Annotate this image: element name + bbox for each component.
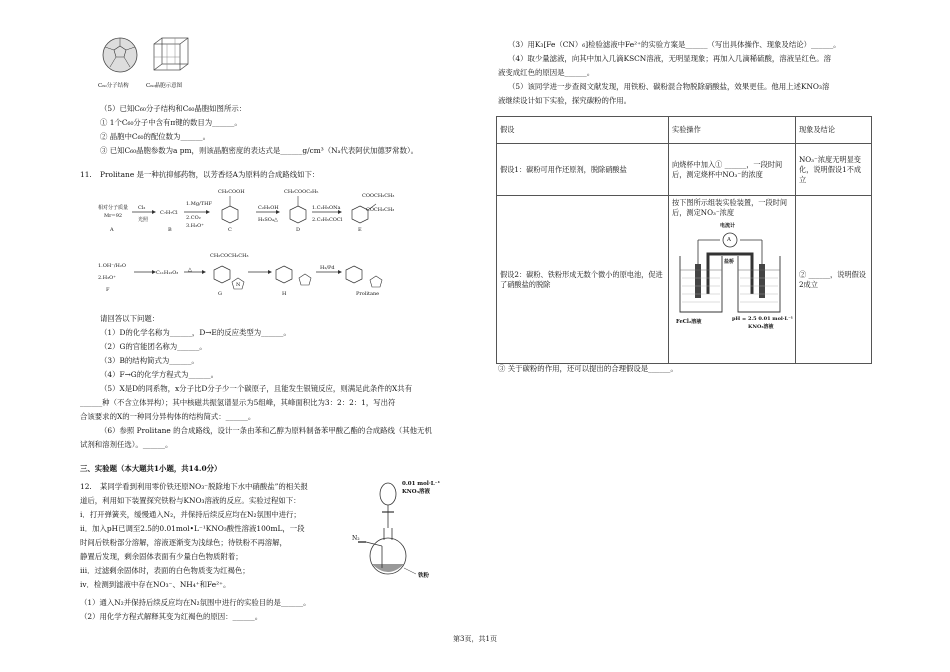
fig-bridge-label: 盐桥 bbox=[724, 259, 735, 265]
scheme-b-formula: C₇H₇Cl bbox=[160, 210, 178, 216]
fig-meter-label: 电流计 bbox=[720, 223, 736, 229]
apparatus-label-n2: N₂ bbox=[352, 535, 360, 542]
scheme-e-r2: 2.C₂H₅COCl bbox=[312, 217, 343, 223]
fig-meter-symbol: A bbox=[727, 237, 732, 243]
q12-line-4: ii．加入pH已调至2.5的0.01mol•L⁻¹KNO₃酸性溶液100mL，一段 bbox=[80, 524, 305, 533]
scheme-a-label: A bbox=[110, 227, 114, 233]
scheme-g-top: CH₂COCH₂CH₃ bbox=[210, 253, 249, 259]
q11-sub-5b: ______种（不含立体异构）；其中核磁共振氢谱显示为5组峰，其峰面积比为3：2：2：1，写出符 bbox=[80, 398, 396, 407]
q12-line-1: 某同学看到利用零价铁还原NO₃⁻脱除地下水中硝酸盐”的相关报 bbox=[100, 482, 308, 491]
q11-sub-3: （3）B的结构简式为______。 bbox=[100, 356, 199, 365]
scheme-a-mw: Mr=92 bbox=[104, 213, 123, 219]
scheme-c-top: CH₂COOH bbox=[218, 189, 245, 195]
q11-sub-4: （4）F→G的化学方程式为______。 bbox=[100, 370, 219, 379]
scheme-b-label: B bbox=[168, 227, 172, 233]
scheme-f-r1: 1.OH⁻/H₂O bbox=[98, 263, 127, 269]
q11-sub-5a: （5）X是D的同系物，x分子比D分子少一个碳原子，且能发生银镜反应，则满足此条件的X共有 bbox=[100, 384, 413, 393]
q11-ask: 请回答以下问题： bbox=[100, 314, 160, 323]
q11-stem: Prolitane 是一种抗抑郁药物，以芳香烃A为原料的合成路线如下： bbox=[100, 170, 320, 179]
scheme-e-r1: 1.C₂H₅ONa bbox=[312, 205, 341, 211]
q11-sub-1: （1）D的化学名称为______，D→E的反应类型为______。 bbox=[100, 328, 291, 337]
scheme-f-formula: C₁₁H₁₂O₃ bbox=[156, 270, 179, 276]
scheme-r3: 3.H₃O⁺ bbox=[186, 223, 204, 229]
row1-operation: 向烧杯中加入① ______，一段时间后，测定烧杯中NO₃⁻的浓度 bbox=[669, 144, 796, 196]
scheme-f-label: F bbox=[106, 287, 110, 293]
fig-right-solution-2: KNO₃溶液 bbox=[748, 324, 774, 330]
header-result: 现象及结论 bbox=[795, 117, 871, 144]
header-hypothesis: 假设 bbox=[497, 117, 669, 144]
q11-sub-6a: （6）参照 Prolitane 的合成路线，设计一条由苯和乙醇为原料制备苯甲酸乙酯的合成路线（其他无机 bbox=[100, 426, 432, 435]
scheme-cl2: Cl₂ bbox=[138, 205, 146, 211]
q11-sub-6b: 试剂和溶剂任选）。______。 bbox=[80, 440, 173, 449]
apparatus-label-fe: 铁粉 bbox=[418, 573, 430, 579]
c60-molecule-icon bbox=[103, 38, 137, 72]
scheme-heat-2: △ bbox=[188, 267, 192, 273]
scheme-final: Prolitane bbox=[356, 291, 380, 297]
cell-caption: C₆₀晶胞示意图 bbox=[146, 83, 183, 89]
flask-apparatus bbox=[352, 476, 460, 582]
scheme-d-label: D bbox=[296, 227, 301, 233]
q11-sub-2: （2）G的官能团名称为______。 bbox=[100, 342, 207, 351]
q5-item-2: ② 晶胞中C₆₀的配位数为______。 bbox=[100, 132, 211, 141]
c60-cell-icon bbox=[154, 38, 188, 70]
q11-sub-5c: 合该要求的X的一种同分异构体的结构简式：______。 bbox=[80, 412, 256, 421]
row2-operation: 按下图所示组装实验装置，一段时间后，测定NO₃⁻浓度 bbox=[672, 198, 788, 217]
table-row bbox=[497, 144, 872, 196]
scheme-a-desc: 相对分子质量 bbox=[98, 205, 129, 211]
q11-number: 11. bbox=[80, 170, 92, 179]
apparatus-label-solution: KNO₃溶液 bbox=[402, 489, 431, 495]
scheme-amine: N bbox=[236, 282, 241, 288]
q12-line-8: iv．检测到滤液中存在NO₃⁻、NH₄⁺和Fe²⁺。 bbox=[80, 580, 231, 589]
experiment-table bbox=[496, 116, 872, 364]
c60-figures bbox=[98, 36, 198, 84]
row2-hypothesis: 假设2：碳粉、铁粉形成无数个微小的原电池，促进了硝酸盐的脱除 bbox=[497, 196, 669, 364]
q12-sub-4b: 液变成红色的原因是______。 bbox=[498, 68, 595, 77]
scheme-r1: 1.Mg/THF bbox=[186, 201, 212, 207]
q12-sub-1: （1）通入N₂并保持后续反应均在N₂氛围中进行的实验目的是______。 bbox=[80, 598, 311, 607]
apparatus-label-conc: 0.01 mol·L⁻¹ bbox=[402, 481, 440, 487]
q12-sub-3: （3）用K₃[Fe（CN）₆]检验滤液中Fe²⁺的实验方案是______（写出具体操作、现象及结论）______。 bbox=[508, 40, 841, 49]
q12-line-3: i．打开弹簧夹，缓慢通入N₂，并保持后续反应均在N₂氛围中进行； bbox=[80, 510, 301, 519]
scheme-e-label: E bbox=[358, 227, 362, 233]
q5-item-3: ③ 已知C₆₀晶胞参数为a pm，则该晶胞密度的表达式是______g/cm³（Nₐ代表阿伏加德罗常数）。 bbox=[100, 146, 419, 155]
row2-result: ② ______，说明假设2成立 bbox=[795, 196, 871, 364]
c60-caption: C₆₀分子结构 bbox=[98, 83, 129, 89]
galvanic-cell-figure bbox=[672, 222, 793, 342]
q12-sub-5b: 液继续设计如下实验，探究碳粉的作用。 bbox=[498, 96, 632, 105]
table-row bbox=[497, 196, 872, 364]
section-3-heading: 三、实验题（本大题共1小题，共14.0分） bbox=[80, 464, 222, 473]
q12-line-5: 时间后铁粉部分溶解，溶液逐渐变为浅绿色；待铁粉不再溶解， bbox=[80, 538, 287, 547]
scheme-h2pd: H₂/Pd bbox=[320, 265, 335, 271]
row1-result: NO₃⁻浓度无明显变化，说明假设1不成立 bbox=[795, 144, 871, 196]
q12-sub-2: （2）用化学方程式解释其变为红褐色的原因：______。 bbox=[80, 612, 263, 621]
q12-number: 12. bbox=[80, 482, 92, 491]
scheme-light: 光照 bbox=[138, 217, 149, 223]
fig-left-solution: FeCl₂溶液 bbox=[676, 319, 702, 325]
scheme-e-top2: COCH₂CH₃ bbox=[366, 207, 395, 213]
synthesis-scheme bbox=[98, 186, 398, 298]
scheme-c-label: C bbox=[228, 227, 232, 233]
scheme-heat: △ bbox=[274, 217, 278, 223]
page-footer: 第3页，共1页 bbox=[453, 635, 497, 643]
table-header-row bbox=[497, 117, 872, 144]
q12-sub-4a: （4）取少量滤液，向其中加入几滴KSCN溶液，无明显现象；再加入几滴稀硫酸，溶液呈红色。溶 bbox=[508, 54, 832, 63]
q5-head: （5）已知C₆₀分子结构和C₆₀晶胞如图所示： bbox=[100, 104, 247, 113]
q5-item-1: ① 1个C₆₀分子中含有π键的数目为______。 bbox=[100, 118, 242, 127]
scheme-r2: 2.CO₂ bbox=[186, 215, 201, 221]
scheme-e-top1: COOCH₂CH₃ bbox=[362, 193, 395, 199]
fig-right-solution-1: pH = 2.5 0.01 mol·L⁻¹ bbox=[732, 316, 793, 322]
q12-line-2: 道后，利用如下装置探究铁粉与KNO₃溶液的反应。实验过程如下： bbox=[80, 496, 301, 505]
q12-line-6: 静置后发现，剩余固体表面有少量白色物质附着； bbox=[80, 552, 243, 561]
scheme-f-r2: 2.H₃O⁺ bbox=[98, 275, 116, 281]
scheme-h-label: H bbox=[282, 291, 287, 297]
q12-sub-5a: （5）该同学进一步查阅文献发现，用铁粉、碳粉混合物脱除硝酸盐，效果更佳。他用上述KNO₃溶 bbox=[508, 82, 830, 91]
row1-hypothesis: 假设1：碳粉可用作还原剂，脱除硝酸盐 bbox=[497, 144, 669, 196]
q12-line-7: iii．过滤剩余固体时，表面的白色物质变为红褐色； bbox=[80, 566, 250, 575]
scheme-d-top: CH₂COOC₂H₅ bbox=[284, 189, 319, 195]
scheme-etoh: C₂H₅OH bbox=[258, 205, 279, 211]
q12-sub-6: ③ 关于碳粉的作用，还可以提出的合理假设是______。 bbox=[498, 364, 678, 373]
row2-operation-cell bbox=[669, 196, 796, 364]
header-operation: 实验操作 bbox=[669, 117, 796, 144]
scheme-h2so4: H₂SO₄ bbox=[258, 217, 274, 223]
scheme-g-label: G bbox=[218, 291, 222, 297]
